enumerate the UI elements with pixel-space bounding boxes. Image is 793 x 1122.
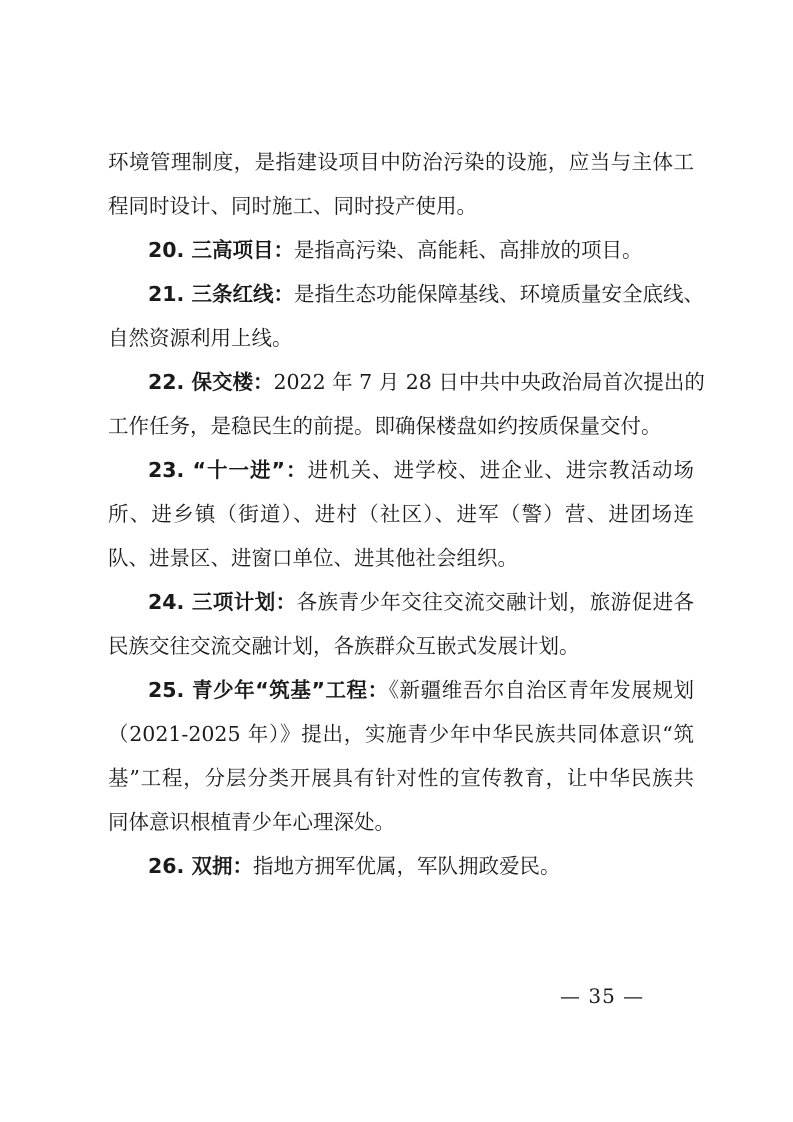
entry-term: 26. 双拥： [148,854,253,878]
paragraph-line: （2021-2025 年）》提出，实施青少年中华民族共同体意识“筑 [108,722,694,746]
entry-term: 21. 三条红线： [148,282,294,306]
paragraph-line: 民族交往交流交融计划，各族群众互嵌式发展计划。 [108,634,580,658]
entry-definition: 2022 年 7 月 28 日中共中央政治局首次提出的 [273,370,705,394]
paragraph-line: 程同时设计、同时施工、同时投产使用。 [108,194,477,218]
glossary-body [108,140,705,888]
paragraph-line: 所、进乡镇（街道）、进村（社区）、进军（警）营、进团场连 [108,502,694,526]
glossary-entry-21 [108,272,704,316]
glossary-entry-20 [108,228,694,272]
glossary-entry-23 [108,448,694,492]
glossary-entry-24 [108,580,694,624]
glossary-entry-26 [108,844,694,888]
entry-definition: 《新疆维吾尔自治区青年发展规划 [388,678,695,702]
paragraph-line: 同体意识根植青少年心理深处。 [108,810,395,834]
entry-definition: 是指高污染、高能耗、高排放的项目。 [293,238,643,262]
entry-definition: 指地方拥军优属，军队拥政爱民。 [252,854,561,878]
entry-definition: 进机关、进学校、进企业、进宗教活动场 [307,458,694,482]
entry-term: 24. 三项计划： [148,590,297,614]
entry-term: 23. “十一进”： [148,458,308,482]
entry-definition: 是指生态功能保障基线、环境质量安全底线、 [293,282,704,306]
entry-definition: 各族青少年交往交流交融计划，旅游促进各 [296,590,695,614]
paragraph-line: 基”工程，分层分类开展具有针对性的宣传教育，让中华民族共 [108,766,694,790]
paragraph-line: 队、进景区、进窗口单位、进其他社会组织。 [108,546,518,570]
glossary-entry-22 [108,360,705,404]
entry-term: 20. 三高项目： [148,238,294,262]
page-number: — 35 — [560,984,645,1008]
entry-term: 25. 青少年“筑基”工程： [148,678,389,702]
paragraph-line: 环境管理制度，是指建设项目中防治污染的设施，应当与主体工 [108,150,694,174]
paragraph-line: 工作任务，是稳民生的前提。即确保楼盘如约按质保量交付。 [108,414,662,438]
entry-term: 22. 保交楼： [148,370,274,394]
glossary-entry-25 [108,668,694,712]
paragraph-line: 自然资源利用上线。 [108,326,293,350]
